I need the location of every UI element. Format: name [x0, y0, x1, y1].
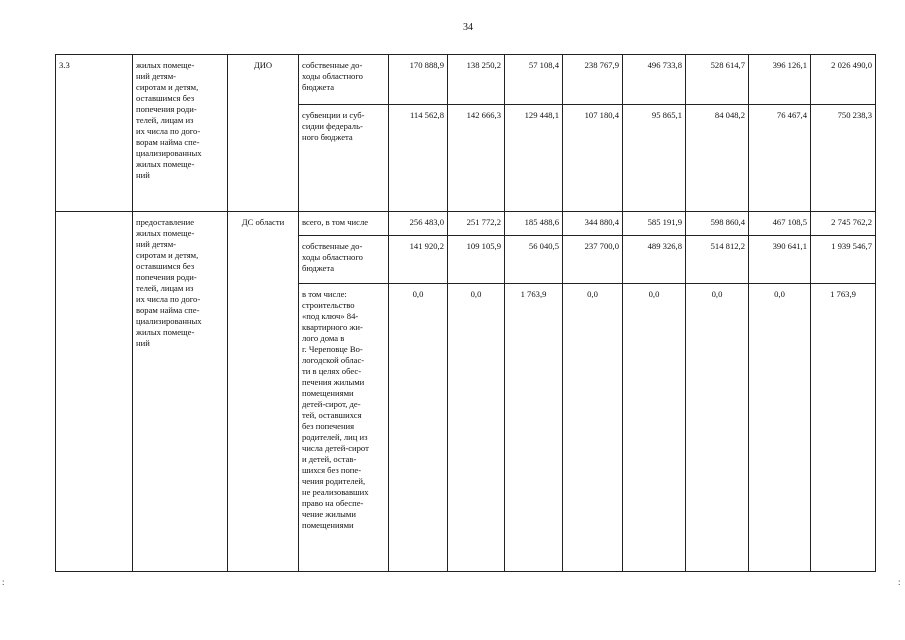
text-line: их числа по дого- [136, 294, 201, 304]
text-line: ходы областного [302, 71, 363, 81]
row-index: 3.3 [56, 55, 133, 212]
value-cell: 237 700,0 [563, 236, 623, 284]
budget-table [55, 54, 876, 572]
text-line: без попечения [302, 421, 355, 431]
table-row [56, 55, 876, 105]
text-line: ний детям- [136, 239, 177, 249]
value-cell: 528 614,7 [686, 55, 749, 105]
value-cell: 95 865,1 [623, 105, 686, 212]
value-cell: 2 745 762,2 [811, 212, 876, 236]
value-cell: 0,0 [686, 284, 749, 572]
text-line: не реализовавших [302, 487, 369, 497]
funding-source [299, 284, 389, 572]
text-line: оставшимся без [136, 93, 195, 103]
text-line: ний детям- [136, 71, 177, 81]
value-cell: 107 180,4 [563, 105, 623, 212]
value-cell: 76 467,4 [749, 105, 811, 212]
value-cell: 141 920,2 [389, 236, 448, 284]
value-cell: 138 250,2 [448, 55, 505, 105]
value-cell: 109 105,9 [448, 236, 505, 284]
value-cell: 84 048,2 [686, 105, 749, 212]
text-line: ворам найма спе- [136, 305, 200, 315]
text-line: ний [136, 170, 150, 180]
text-line: всего, в том числе [302, 217, 369, 227]
text-line: чение жилыми [302, 509, 356, 519]
row-description [133, 212, 228, 572]
text-line: предоставление [136, 217, 195, 227]
text-line: субвенции и суб- [302, 110, 365, 120]
value-cell: 496 733,8 [623, 55, 686, 105]
value-cell: 0,0 [563, 284, 623, 572]
text-line: жилых помеще- [136, 60, 195, 70]
value-cell: 142 666,3 [448, 105, 505, 212]
text-line: собственные до- [302, 60, 363, 70]
funding-source [299, 105, 389, 212]
value-cell: 0,0 [623, 284, 686, 572]
page-number: 34 [463, 22, 473, 33]
text-line: ти в целях обес- [302, 366, 362, 376]
text-line: «под ключ» 84- [302, 311, 359, 321]
value-cell: 129 448,1 [505, 105, 563, 212]
value-cell: 514 812,2 [686, 236, 749, 284]
text-line: ний [136, 338, 150, 348]
text-line: сиротам и детям, [136, 82, 199, 92]
value-cell: 396 126,1 [749, 55, 811, 105]
text-line: жилых помеще- [136, 228, 195, 238]
value-cell: 1 939 546,7 [811, 236, 876, 284]
value-cell: 238 767,9 [563, 55, 623, 105]
text-line: детей-сирот, де- [302, 399, 361, 409]
text-line: чения родителей, [302, 476, 366, 486]
row-agency: ДС области [228, 212, 299, 572]
value-cell: 1 763,9 [811, 284, 876, 572]
text-line: логодской облас- [302, 355, 365, 365]
text-line: квартирного жи- [302, 322, 363, 332]
text-line: право на обеспе- [302, 498, 364, 508]
text-line: родителей, лиц из [302, 432, 368, 442]
value-cell: 185 488,6 [505, 212, 563, 236]
text-line: жилых помеще- [136, 327, 195, 337]
text-line: циализированных [136, 316, 202, 326]
value-cell: 170 888,9 [389, 55, 448, 105]
text-line: ного бюджета [302, 132, 353, 142]
value-cell: 2 026 490,0 [811, 55, 876, 105]
value-cell: 256 483,0 [389, 212, 448, 236]
text-line: ходы областного [302, 252, 363, 262]
value-cell: 0,0 [448, 284, 505, 572]
value-cell: 489 326,8 [623, 236, 686, 284]
text-line: ворам найма спе- [136, 137, 200, 147]
text-line: числа детей-сирот [302, 443, 369, 453]
value-cell: 0,0 [749, 284, 811, 572]
table-row [56, 212, 876, 236]
text-line: жилых помеще- [136, 159, 195, 169]
value-cell: 251 772,2 [448, 212, 505, 236]
value-cell: 585 191,9 [623, 212, 686, 236]
text-line: бюджета [302, 263, 335, 273]
text-line: собственные до- [302, 241, 363, 251]
value-cell: 598 860,4 [686, 212, 749, 236]
row-agency: ДИО [228, 55, 299, 212]
text-line: помещениями [302, 388, 354, 398]
value-cell: 1 763,9 [505, 284, 563, 572]
text-line: тей, оставшихся [302, 410, 362, 420]
value-cell: 344 880,4 [563, 212, 623, 236]
text-line: циализированных [136, 148, 202, 158]
text-line: их числа по дого- [136, 126, 201, 136]
text-line: попечения роди- [136, 104, 197, 114]
text-line: сиротам и детям, [136, 250, 199, 260]
text-line: оставшимся без [136, 261, 195, 271]
text-line: г. Череповце Во- [302, 344, 363, 354]
text-line: помещениями [302, 520, 354, 530]
value-cell: 467 108,5 [749, 212, 811, 236]
margin-mark-left: : [2, 577, 5, 587]
funding-source [299, 212, 389, 236]
margin-mark-right: : [898, 577, 901, 587]
text-line: сидии федераль- [302, 121, 363, 131]
text-line: печения жилыми [302, 377, 365, 387]
text-line: бюджета [302, 82, 335, 92]
row-description [133, 55, 228, 212]
text-line: строительство [302, 300, 355, 310]
row-index [56, 212, 133, 572]
text-line: и детей, остав- [302, 454, 357, 464]
value-cell: 750 238,3 [811, 105, 876, 212]
text-line: телей, лицам из [136, 283, 194, 293]
text-line: в том числе: [302, 289, 347, 299]
funding-source [299, 236, 389, 284]
text-line: лого дома в [302, 333, 345, 343]
value-cell: 390 641,1 [749, 236, 811, 284]
value-cell: 0,0 [389, 284, 448, 572]
value-cell: 114 562,8 [389, 105, 448, 212]
text-line: телей, лицам из [136, 115, 194, 125]
text-line: попечения роди- [136, 272, 197, 282]
funding-source [299, 55, 389, 105]
text-line: шихся без попе- [302, 465, 362, 475]
value-cell: 56 040,5 [505, 236, 563, 284]
value-cell: 57 108,4 [505, 55, 563, 105]
